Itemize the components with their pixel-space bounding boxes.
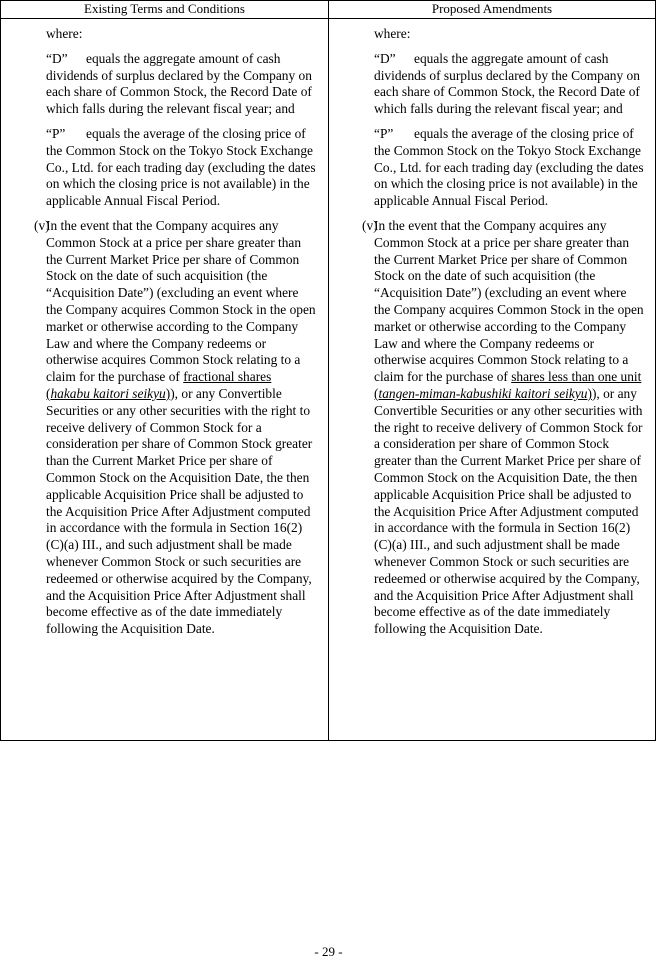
clause-v-text-part2: ), or any Convertible Securities or any other securities with the right to receive delivery of Common Stock for a consideration per share of Common Stock greater than the Current Market Price per share of Common Stock on the Acquisition Date, the then applicable Acquisition Price shall be adjusted to the Acquisition Price After Adjustment computed in accordance with the formula in Section 16(2)(C)(a) III., and such adjustment shall be made whenever Common Stock or such securities are redeemed or otherwise acquired by the Company, and the Acquisition Price After Adjustment shall become effective as of the date immediately following the Acquisition Date. <box>374 385 643 637</box>
clause-v-number: (v) <box>362 217 378 233</box>
definition-p-label: “P” <box>374 125 394 141</box>
header-existing-terms: Existing Terms and Conditions <box>84 1 245 16</box>
clause-v-text-part1: In the event that the Company acquires any Common Stock at a price per share greater than the Current Market Price per share of Common Stock on the date of such acquisition (the “Acquisition Date”) (excluding an event where the Company acquires Common Stock in the open market or otherwise according to the Company Law and where the Company redeems or otherwise acquires Common Stock relating to a claim for the purchase of <box>46 217 316 385</box>
definition-p-text: equals the average of the closing price of the Common Stock on the Tokyo Stock Exchange Co., Ltd. for each trading day (excluding the dates on which the closing price is not available) in the applicable Annual Fiscal Period. <box>46 125 316 209</box>
column-divider <box>328 1 329 740</box>
where-text: where: <box>46 26 83 41</box>
definition-d <box>46 51 318 118</box>
clause-v <box>362 217 646 638</box>
definition-d-text: equals the aggregate amount of cash dividends of surplus declared by the Company on each share of Common Stock, the Record Date of which falls during the relevant fiscal year; and <box>374 50 640 117</box>
definition-d <box>374 51 646 118</box>
clause-v-text-part2: ), or any Convertible Securities or any other securities with the right to receive delivery of Common Stock for a consideration per share of Common Stock greater than the Current Market Price per share of Common Stock on the Acquisition Date, the then applicable Acquisition Price shall be adjusted to the Acquisition Price After Adjustment computed in accordance with the formula in Section 16(2)(C)(a) III., and such adjustment shall be made whenever Common Stock or such securities are redeemed or otherwise acquired by the Company, and the Acquisition Price After Adjustment shall become effective as of the date immediately following the Acquisition Date. <box>46 385 313 637</box>
header-proposed-amendments: Proposed Amendments <box>431 1 553 16</box>
clause-v-text-part1: In the event that the Company acquires any Common Stock at a price per share greater than the Current Market Price per share of Common Stock on the date of such acquisition (the “Acquisition Date”) (excluding an event where the Company acquires Common Stock in the open market or otherwise according to the Company Law and where the Company redeems or otherwise acquires Common Stock relating to a claim for the purchase of <box>374 217 644 385</box>
definition-p <box>374 126 646 210</box>
existing-terms-column <box>34 26 318 638</box>
definition-p-label: “P” <box>46 125 66 141</box>
clause-v-japanese-term: tangen-miman-kabushiki kaitori seikyu <box>378 385 588 401</box>
clause-v <box>34 217 318 638</box>
proposed-amendments-column <box>362 26 646 638</box>
definition-d-label: “D” <box>374 50 396 66</box>
clause-v-number: (v) <box>34 217 50 233</box>
page-number: - 29 - <box>314 944 343 959</box>
definition-d-text: equals the aggregate amount of cash dividends of surplus declared by the Company on each share of Common Stock, the Record Date of which falls during the relevant fiscal year; and <box>46 50 312 117</box>
definition-p-text: equals the average of the closing price of the Common Stock on the Tokyo Stock Exchange Co., Ltd. for each trading day (excluding the dates on which the closing price is not available) in the applicable Annual Fiscal Period. <box>374 125 644 209</box>
clause-v-japanese-term: hakabu kaitori seikyu <box>50 385 166 401</box>
where-text: where: <box>374 26 411 41</box>
definition-p <box>46 126 318 210</box>
clause-v-underlined-term: shares less than one unit (tangen-miman-kabushiki kaitori seikyu) <box>374 369 642 401</box>
definition-d-label: “D” <box>46 50 68 66</box>
clause-v-underlined-term: fractional shares (hakabu kaitori seikyu) <box>46 369 272 401</box>
